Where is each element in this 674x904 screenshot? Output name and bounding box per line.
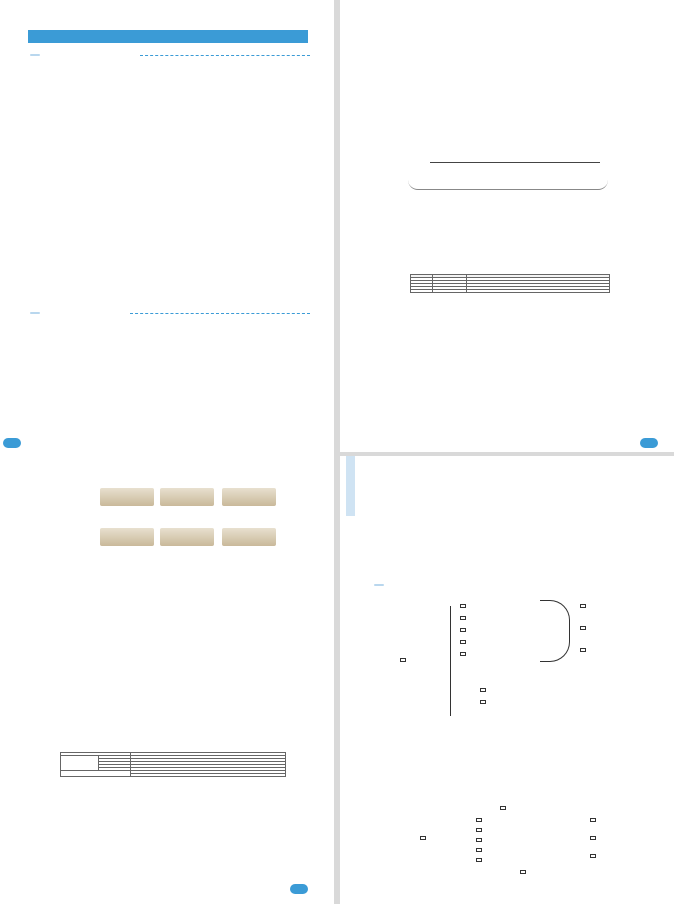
fig-multi-fill (222, 528, 276, 546)
heading-soil-props (30, 308, 310, 316)
right-bottom-page (340, 456, 674, 904)
fee-tree-1 (400, 596, 650, 726)
page-number-left-bottom (290, 884, 308, 894)
fig-closed (160, 488, 214, 506)
fee-tree-2 (420, 806, 650, 886)
fig-filled (100, 528, 154, 546)
section-title (28, 30, 308, 43)
heading-rock-props (30, 50, 310, 58)
page-number-r1 (640, 438, 658, 448)
fee-table (410, 274, 610, 293)
right-top-page (340, 0, 674, 452)
page-edge-stripe (346, 456, 355, 516)
heading-fee-composition (374, 580, 664, 588)
fig-nonmesh (160, 528, 214, 546)
structure-table (60, 752, 286, 777)
page-number-left-top (3, 438, 21, 448)
fig-single-fill (222, 488, 276, 506)
price-diagram (390, 150, 640, 196)
fig-open (100, 488, 154, 506)
left-page (0, 0, 334, 904)
